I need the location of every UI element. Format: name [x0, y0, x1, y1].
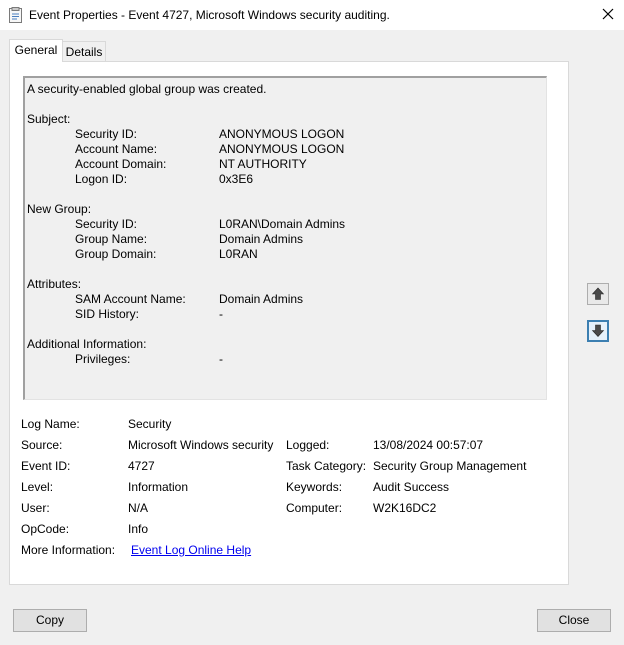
close-icon[interactable] [598, 4, 618, 24]
log-name-value: Security [128, 417, 172, 431]
desc-label: SID History: [75, 307, 140, 321]
more-information-label: More Information: [21, 543, 116, 557]
section-heading-additional-information: Additional Information: [27, 337, 147, 351]
desc-label: SAM Account Name: [75, 292, 186, 306]
window-title: Event Properties - Event 4727, Microsoft Windows security auditing. [29, 8, 390, 22]
section-heading-new-group: New Group: [27, 202, 92, 216]
user-value: N/A [128, 501, 149, 515]
event-description[interactable] [23, 76, 547, 400]
desc-value: 0x3E6 [219, 172, 254, 186]
desc-value: L0RAN [219, 247, 258, 261]
level-label: Level: [21, 480, 54, 494]
arrow-down-icon [589, 322, 607, 340]
event-properties-icon [9, 7, 23, 23]
computer-value: W2K16DC2 [373, 501, 437, 515]
keywords-label: Keywords: [286, 480, 343, 494]
desc-value: L0RAN\Domain Admins [219, 217, 346, 231]
next-event-button[interactable] [587, 320, 609, 342]
previous-event-button[interactable] [587, 283, 609, 305]
desc-label: Group Domain: [75, 247, 157, 261]
desc-label: Group Name: [75, 232, 148, 246]
desc-label: Security ID: [75, 127, 138, 141]
task-category-label: Task Category: [286, 459, 367, 473]
opcode-label: OpCode: [21, 522, 70, 536]
copy-button[interactable]: Copy [13, 609, 87, 632]
keywords-value: Audit Success [373, 480, 450, 494]
logged-label: Logged: [286, 438, 330, 452]
desc-label: Account Domain: [75, 157, 167, 171]
desc-value: - [219, 307, 223, 321]
desc-value: Domain Admins [219, 292, 304, 306]
tab-details[interactable]: Details [63, 41, 106, 61]
task-category-value: Security Group Management [373, 459, 527, 473]
arrow-up-icon [588, 284, 608, 304]
log-name-label: Log Name: [21, 417, 80, 431]
source-value: Microsoft Windows security [128, 438, 274, 452]
desc-value: - [219, 352, 223, 366]
section-heading-subject: Subject: [27, 112, 71, 126]
desc-label: Logon ID: [75, 172, 128, 186]
desc-value: Domain Admins [219, 232, 304, 246]
desc-label: Account Name: [75, 142, 158, 156]
event-log-online-help-link[interactable]: Event Log Online Help [131, 543, 252, 557]
logged-value: 13/08/2024 00:57:07 [373, 438, 484, 452]
section-heading-attributes: Attributes: [27, 277, 82, 291]
desc-label: Privileges: [75, 352, 131, 366]
event-id-value: 4727 [128, 459, 155, 473]
close-button[interactable]: Close [537, 609, 611, 632]
desc-value: ANONYMOUS LOGON [219, 142, 345, 156]
desc-value: ANONYMOUS LOGON [219, 127, 345, 141]
level-value: Information [128, 480, 189, 494]
computer-label: Computer: [286, 501, 343, 515]
opcode-value: Info [128, 522, 149, 536]
desc-label: Security ID: [75, 217, 138, 231]
desc-value: NT AUTHORITY [219, 157, 307, 171]
event-headline: A security-enabled global group was created. [27, 82, 267, 96]
user-label: User: [21, 501, 50, 515]
title-bar [0, 0, 624, 30]
tab-general[interactable]: General [9, 39, 63, 62]
source-label: Source: [21, 438, 63, 452]
event-id-label: Event ID: [21, 459, 71, 473]
